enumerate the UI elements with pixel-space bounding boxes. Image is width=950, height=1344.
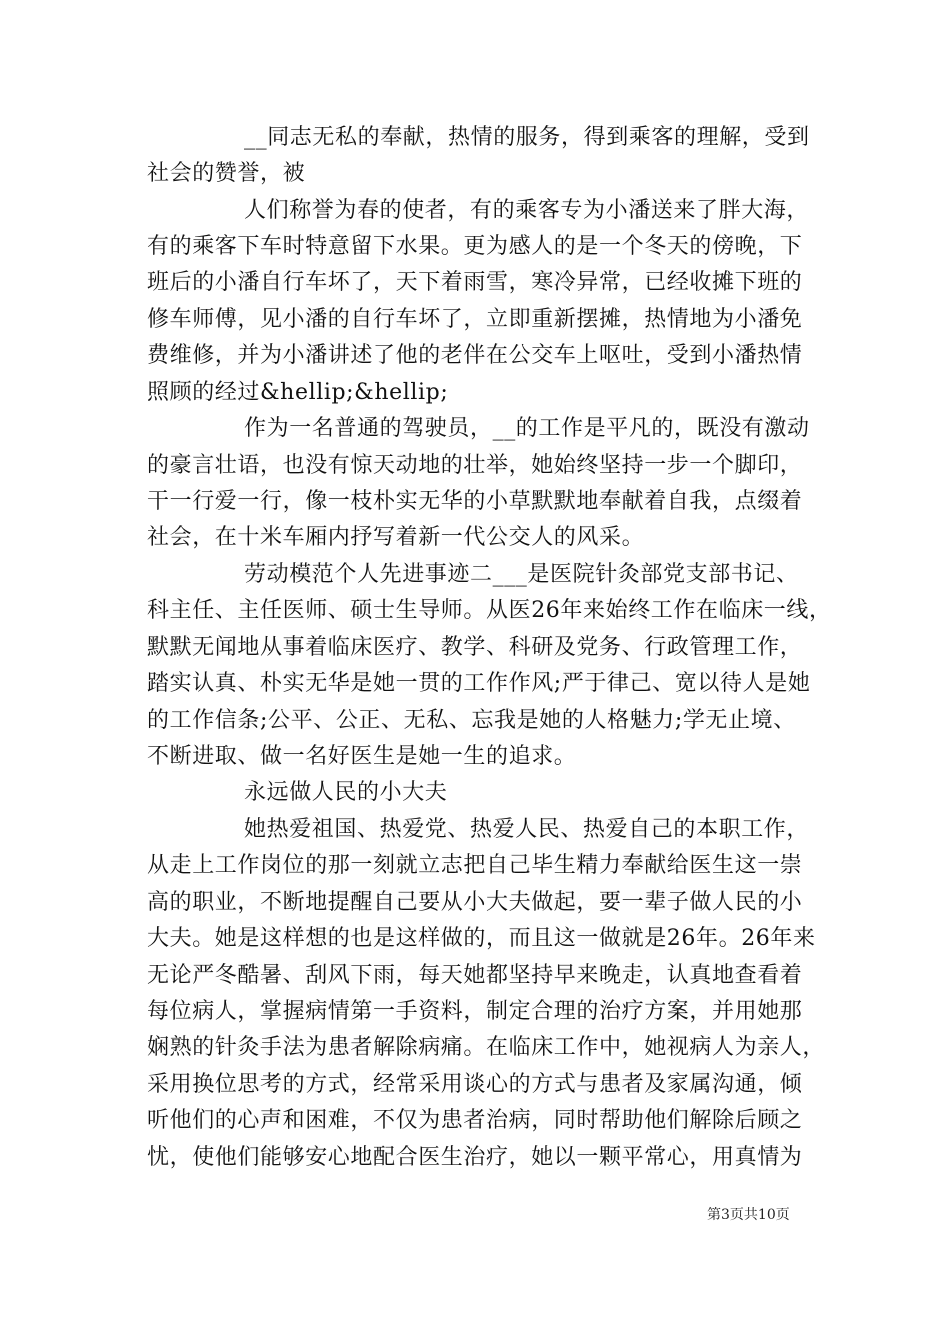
text-line: 修车师傅，见小潘的自行车坏了，立即重新摆摊，热情地为小潘免 (147, 307, 803, 332)
text-line: __同志无私的奉献，热情的服务，得到乘客的理解，受到 (244, 125, 810, 150)
text-line: 照顾的经过&hellip;&hellip; (147, 380, 449, 405)
text-line: 踏实认真、朴实无华是她一贯的工作作风;严于律己、宽以待人是她 (147, 671, 811, 696)
text-line: 采用换位思考的方式，经常采用谈心的方式与患者及家属沟通，倾 (147, 1072, 803, 1097)
text-line: 高的职业，不断地提醒自己要从小大夫做起，要一辈子做人民的小 (147, 890, 803, 915)
text-line: 每位病人，掌握病情第一手资料，制定合理的治疗方案，并用她那 (147, 999, 803, 1024)
text-line: 无论严冬酷暑、刮风下雨，每天她都坚持早来晚走，认真地查看着 (147, 963, 803, 988)
text-line: 班后的小潘自行车坏了，天下着雨雪，寒冷异常，已经收摊下班的 (147, 270, 803, 295)
text-line: 的工作信条;公平、公正、无私、忘我是她的人格魅力;学无止境、 (147, 708, 796, 733)
page-number-footer: 第3页共10页 (707, 1207, 790, 1223)
text-line: 默默无闻地从事着临床医疗、教学、科研及党务、行政管理工作， (147, 635, 803, 660)
text-line: 干一行爱一行，像一枝朴实无华的小草默默地奉献着自我，点缀着 (147, 489, 803, 514)
text-line: 忧，使他们能够安心地配合医生治疗，她以一颗平常心，用真情为 (147, 1145, 803, 1170)
text-line: 作为一名普通的驾驶员，__的工作是平凡的，既没有激动 (244, 416, 810, 441)
text-line: 费维修，并为小潘讲述了他的老伴在公交车上呕吐，受到小潘热情 (147, 343, 803, 368)
text-line: 劳动模范个人先进事迹二___是医院针灸部党支部书记、 (244, 562, 799, 587)
text-line: 她热爱祖国、热爱党、热爱人民、热爱自己的本职工作， (244, 817, 810, 842)
text-line: 有的乘客下车时特意留下水果。更为感人的是一个冬天的傍晚，下 (147, 234, 803, 259)
text-line: 娴熟的针灸手法为患者解除病痛。在临床工作中，她视病人为亲人， (147, 1035, 826, 1060)
text-line: 大夫。她是这样想的也是这样做的，而且这一做就是26年。26年来 (147, 926, 816, 951)
text-line: 社会，在十米车厢内抒写着新一代公交人的风采。 (147, 525, 645, 550)
section-heading: 永远做人民的小大夫 (244, 780, 448, 805)
text-line: 从走上工作岗位的那一刻就立志把自己毕生精力奉献给医生这一崇 (147, 853, 803, 878)
text-line: 社会的赞誉，被 (147, 161, 306, 186)
text-line: 不断进取、做一名好医生是她一生的追求。 (147, 744, 577, 769)
text-line: 听他们的心声和困难，不仅为患者治病，同时帮助他们解除后顾之 (147, 1108, 803, 1133)
text-line: 人们称誉为春的使者，有的乘客专为小潘送来了胖大海， (244, 198, 810, 223)
text-line: 科主任、主任医师、硕士生导师。从医26年来始终工作在临床一线， (147, 598, 832, 623)
text-line: 的豪言壮语，也没有惊天动地的壮举，她始终坚持一步一个脚印， (147, 453, 803, 478)
